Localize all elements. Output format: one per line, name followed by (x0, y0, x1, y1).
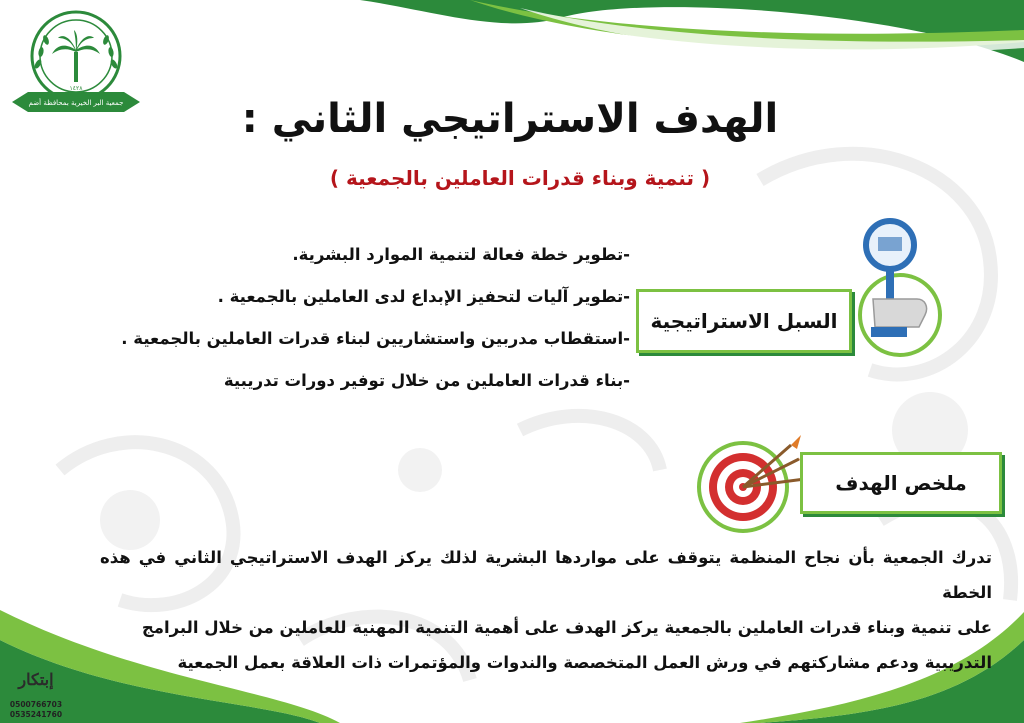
summary-line: التدريبية ودعم مشاركتهم في ورش العمل المتخصصة والندوات والمؤتمرات ذات العلاقة بعمل الجمعية (177, 653, 992, 672)
goal-summary-text (100, 540, 992, 680)
brand-phone-1: 0500766703 (9, 700, 63, 709)
brand-phone-2: 0535241760 (9, 710, 63, 719)
summary-line: على تنمية وبناء قدرات العاملين بالجمعية يركز الهدف على أهمية التنمية المهنية للعاملين من خلال البرامج (141, 618, 992, 637)
logo-emblem (8, 4, 144, 122)
strategies-label-box: السبل الاستراتيجية (636, 289, 852, 353)
page-subtitle: ( تنمية وبناء قدرات العاملين بالجمعية ) (329, 166, 711, 190)
list-item: -استقطاب مدربين واستشاريين لبناء قدرات العاملين بالجمعية . (121, 329, 630, 348)
list-item: -تطوير خطة فعالة لتنمية الموارد البشرية. (292, 245, 630, 264)
page-title: الهدف الاستراتيجي الثاني : (241, 96, 779, 142)
list-item: -تطوير آليات لتحفيز الإبداع لدى العاملين بالجمعية . (217, 287, 630, 306)
summary-line: تدرك الجمعية بأن نجاح المنظمة يتوقف على مواردها البشرية لذلك يركز الهدف الاستراتيجي الثاني في هذه الخطة (100, 548, 992, 602)
brand-name: إبتكار (18, 670, 54, 689)
magnifier-hand-icon (845, 215, 955, 360)
strategies-list (121, 240, 630, 408)
logo-org-name: جمعية البر الخيرية بمحافظة أضم (28, 99, 124, 107)
logo-year: ١٤٢٨ (69, 85, 83, 92)
target-arrows-icon (695, 425, 815, 535)
goal-summary-label-box: ملخص الهدف (800, 452, 1002, 514)
list-item: -بناء قدرات العاملين من خلال توفير دورات تدريبية (223, 371, 630, 390)
